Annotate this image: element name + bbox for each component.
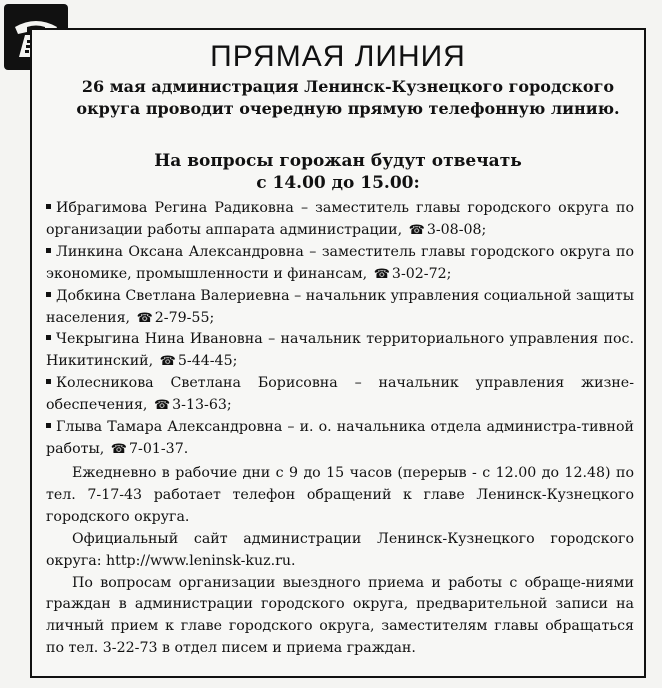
official-role: – и. о. начальника отдела администра-тивной работы,: [46, 419, 634, 457]
info-paragraphs: [46, 463, 634, 660]
bullet-icon: [46, 292, 51, 297]
official-name: Линкина Оксана Александровна: [56, 243, 304, 260]
official-phone: 5-44-45;: [177, 353, 238, 370]
official-phone: 3-08-08;: [426, 221, 487, 238]
official-role: – начальник территориального управления пос. Никитинский,: [46, 331, 635, 370]
list-item: [46, 242, 634, 286]
website-paragraph: Официальный сайт администрации Ленинск-Кузнецкого городского округа: http://www.leninsk-kuz.ru.: [46, 530, 634, 569]
phone-icon: ☎: [373, 266, 390, 282]
official-name: Колесникова Светлана Борисовна: [56, 375, 338, 392]
official-role: – заместитель главы городского округа по экономике, промышленности и финансам,: [46, 243, 635, 282]
answer-time-line2: с 14.00 до 15.00:: [256, 173, 420, 193]
bullet-icon: [46, 204, 51, 209]
official-name: Чекрыгина Нина Ивановна: [56, 331, 263, 348]
list-item: [46, 286, 634, 330]
hotline-paragraph: Ежедневно в рабочие дни с 9 до 15 часов (перерыв - с 12.00 до 12.48) по тел. 7-17-43 работает телефон обращений к главе Ленинск-Кузнецкого городского округа.: [46, 465, 634, 525]
announcement-title: ПРЯМАЯ ЛИНИЯ: [210, 40, 466, 73]
list-item: [46, 329, 634, 373]
bullet-icon: [46, 335, 51, 340]
phone-icon: ☎: [159, 354, 176, 370]
official-name: Добкина Светлана Валериевна: [56, 287, 290, 304]
announcement-frame: [30, 28, 646, 678]
bullet-icon: [46, 248, 51, 253]
official-phone: 7-01-37.: [129, 440, 189, 457]
phone-icon: ☎: [110, 441, 127, 457]
official-name: Ибрагимова Регина Радиковна: [56, 200, 294, 216]
list-item: [46, 198, 634, 242]
list-item: [46, 373, 634, 417]
official-role: – начальник управления социальной защиты населения,: [46, 287, 634, 326]
official-name: Глыва Тамара Александровна: [56, 419, 283, 436]
officials-list: [46, 198, 634, 461]
bullet-icon: [46, 379, 51, 384]
official-role: – заместитель главы городского округа по организации работы аппарата администрации,: [46, 200, 635, 238]
bullet-icon: [46, 423, 51, 428]
reception-paragraph: По вопросам организации выездного приема и работы с обраще-ниями граждан в администрации городского округа, предварительной записи на личный прием к главе городского округа, заместителям главы обращаться по тел. 3-22-73 в отдел писем и приема граждан.: [46, 574, 634, 657]
answer-time-line1: На вопросы горожан будут отвечать: [154, 151, 522, 171]
official-role: – начальник управления жизне-обеспечения,: [46, 375, 634, 414]
answer-time: [52, 150, 624, 194]
phone-icon: ☎: [136, 310, 153, 326]
official-phone: 3-02-72;: [391, 265, 452, 282]
official-phone: 2-79-55;: [154, 309, 215, 326]
announcement-lead: 26 мая администрация Ленинск-Кузнецкого городского округа проводит очередную прямую телефонную линию.: [76, 77, 620, 118]
phone-icon: ☎: [153, 398, 171, 414]
phone-icon: ☎: [408, 222, 425, 238]
list-item: [46, 417, 634, 461]
official-phone: 3-13-63;: [172, 397, 232, 414]
